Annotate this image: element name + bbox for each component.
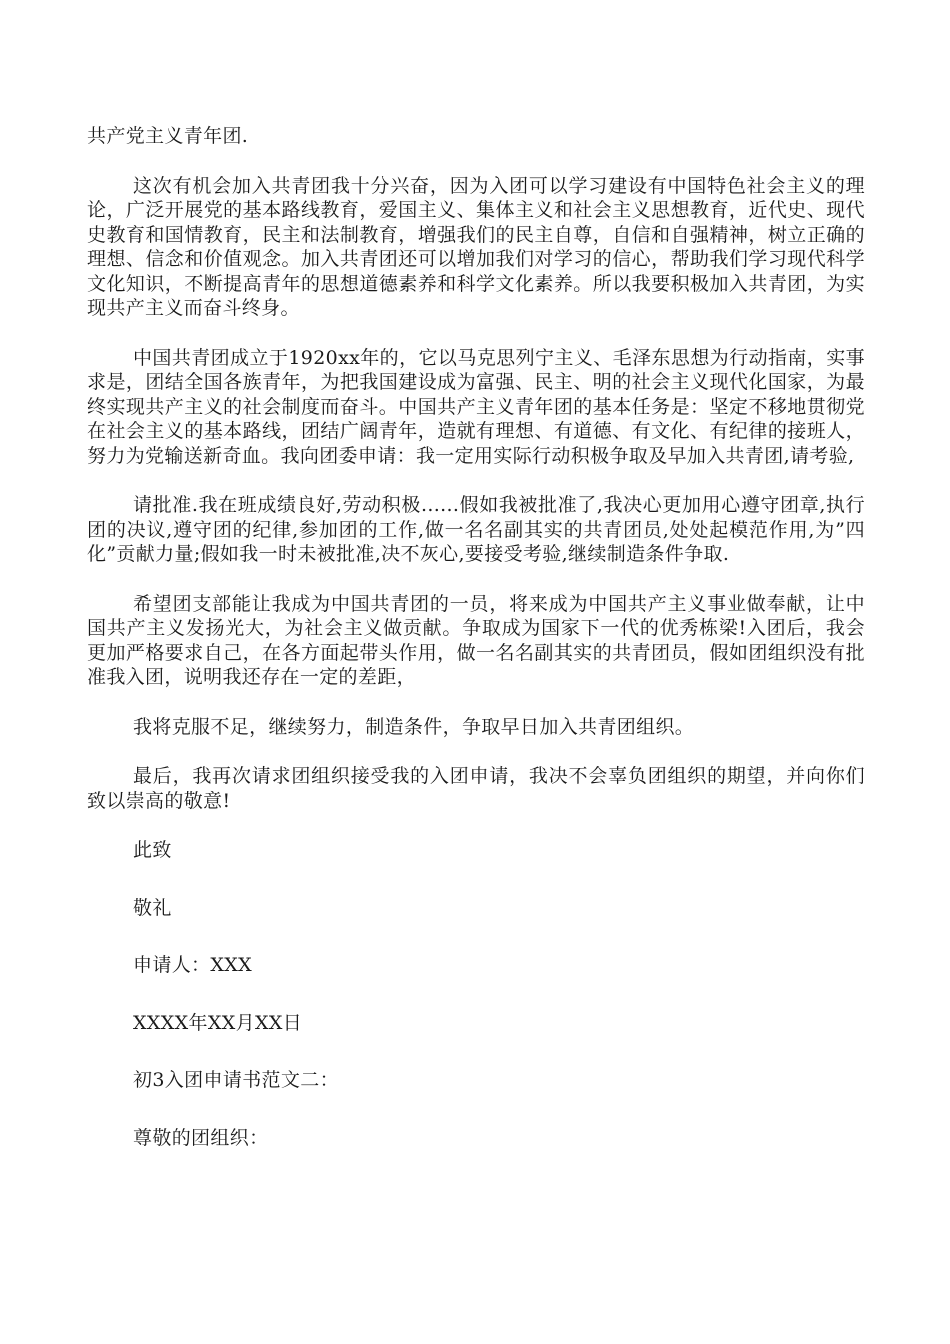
paragraph-history: 中国共青团成立于1920xx年的，它以马克思列宁主义、毛泽东思想为行动指南，实事求是，团结全国各族青年，为把我国建设成为富强、民主、明的社会主义现代化国家，为最终实现共产主义的社会制度而奋斗。中国共产主义青年团的基本任务是：坚定不移地贯彻党在社会主义的基本路线，团结广阔青年，造就有理想、有道德、有文化、有纪律的接班人，努力为党输送新奇血。我向团委申请：我一定用实际行动积极争取及早加入共青团,请考验,	[87, 346, 865, 467]
application-date: XXXX年XX月XX日	[133, 1011, 303, 1034]
paragraph-final-request: 最后，我再次请求团组织接受我的入团申请，我决不会辜负团组织的期望，并向你们致以崇高的敬意!	[87, 765, 865, 812]
paragraph-org-name: 共产党主义青年团.	[87, 125, 249, 147]
applicant-name: 申请人：XXX	[133, 954, 253, 976]
next-sample-greeting: 尊敬的团组织：	[133, 1126, 269, 1149]
paragraph-commitment: 我将克服不足，继续努力，制造条件，争取早日加入共青团组织。	[133, 715, 695, 738]
paragraph-hope: 希望团支部能让我成为中国共青团的一员，将来成为中国共产主义事业做奉献，让中国共产主义发扬光大，为社会主义做贡献。争取成为国家下一代的优秀栋梁!入团后，我会更加严格要求自己，在各方面起带头作用，做一名名副其实的共青团员，假如团组织没有批准我入团，说明我还存在一定的差距，	[87, 592, 865, 688]
paragraph-pledge: 请批准.我在班成绩良好,劳动积极......假如我被批准了,我决心更加用心遵守团章,执行团的决议,遵守团的纪律,参加团的工作,做一名名副其实的共青团员,处处起模范作用,为”四化”贡献力量;假如我一时未被批准,决不灰心,要接受考验,继续制造条件争取.	[87, 494, 865, 565]
next-sample-title: 初3入团申请书范文二：	[133, 1069, 339, 1091]
closing-salutation: 此致	[133, 839, 172, 861]
document-body	[87, 124, 865, 1183]
closing-regards: 敬礼	[133, 896, 172, 919]
paragraph-reasons: 这次有机会加入共青团我十分兴奋，因为入团可以学习建设有中国特色社会主义的理论，广泛开展党的基本路线教育，爱国主义、集体主义和社会主义思想教育，近代史、现代史教育和国情教育，民主和法制教育，增强我们的民主自尊，自信和自强精神，树立正确的理想、信念和价值观念。加入共青团还可以增加我们对学习的信心，帮助我们学习现代科学文化知识，不断提高青年的思想道德素养和科学文化素养。所以我要积极加入共青团，为实现共产主义而奋斗终身。	[87, 174, 865, 319]
